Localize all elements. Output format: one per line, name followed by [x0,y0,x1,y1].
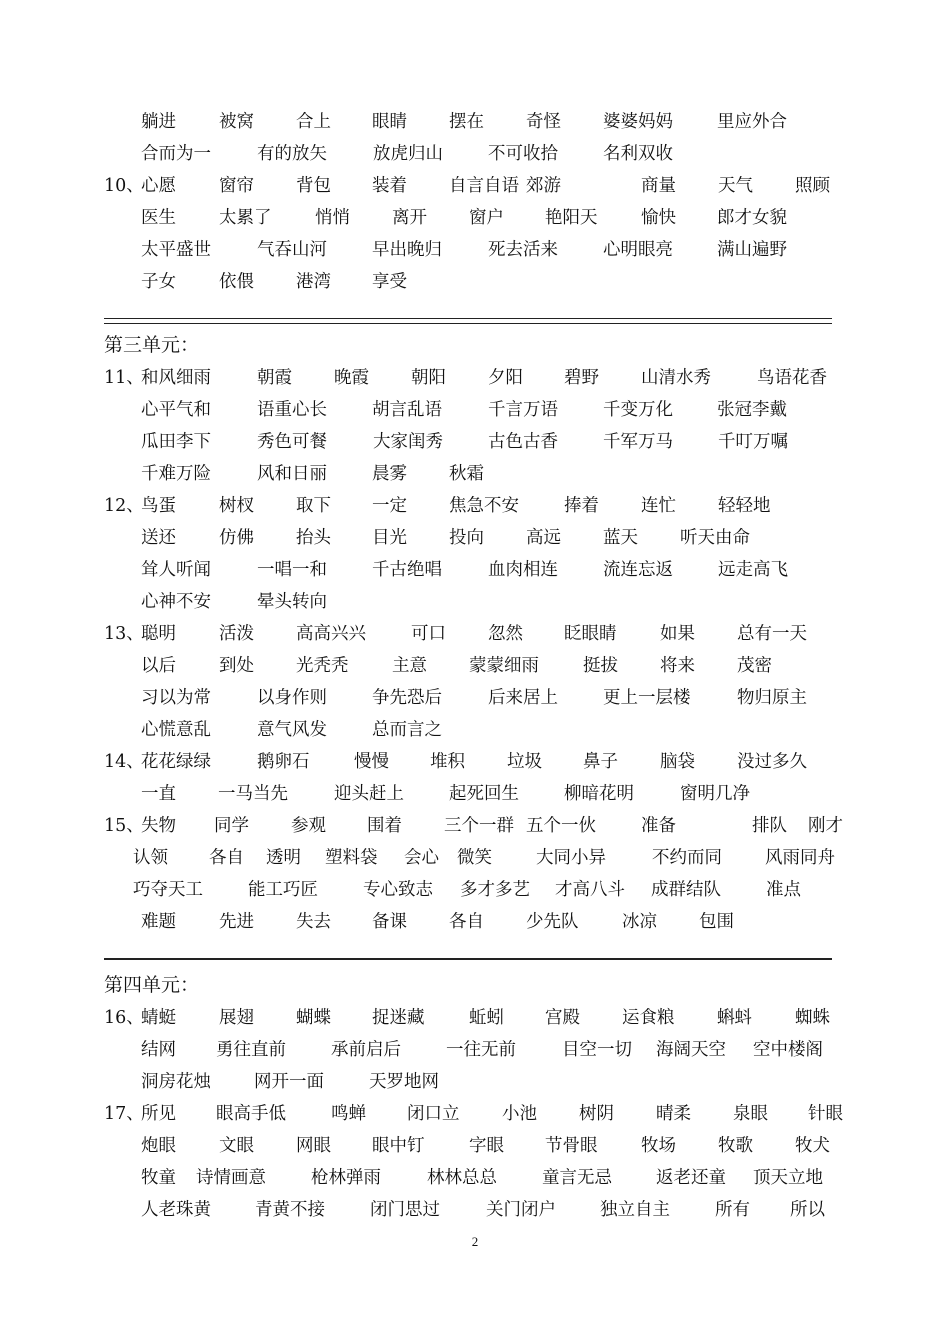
vocab-word: 千叮万嘱 [718,432,788,452]
lesson-line [0,746,950,778]
vocab-word: 排队 [752,816,787,836]
vocab-word: 朝阳 [411,368,446,388]
vocab-word: 将来 [660,656,695,676]
vocab-word: 装着 [372,176,407,196]
vocab-word: 和风细雨 [141,368,211,388]
vocab-word: 独立自主 [600,1200,670,1220]
vocab-word: 背包 [296,176,331,196]
vocab-word: 光秃秃 [296,656,349,676]
word-line [0,874,950,906]
vocab-word: 树杈 [219,496,254,516]
vocab-word: 迎头赶上 [334,784,404,804]
vocab-word: 送还 [141,528,176,548]
lesson-line [0,618,950,650]
vocab-word: 被窝 [219,112,254,132]
vocab-word: 鹅卵石 [257,752,310,772]
vocab-word: 针眼 [808,1104,843,1124]
word-line [0,266,950,298]
word-line [0,138,950,170]
vocab-word: 风雨同舟 [765,848,835,868]
vocab-word: 窗帘 [219,176,254,196]
vocab-word: 一定 [372,496,407,516]
lesson-number: 12、 [104,496,144,516]
vocab-word: 树阴 [579,1104,614,1124]
vocab-word: 合而为一 [141,144,211,164]
vocab-word: 挺拔 [583,656,618,676]
vocab-word: 先进 [219,912,254,932]
vocab-word: 才高八斗 [555,880,625,900]
vocab-word: 千难万险 [141,464,211,484]
vocab-word: 风和日丽 [257,464,327,484]
vocab-word: 天罗地网 [369,1072,439,1092]
word-line [0,458,950,490]
vocab-word: 林林总总 [427,1168,497,1188]
vocab-word: 所以 [790,1200,825,1220]
vocab-word: 不可收拾 [488,144,558,164]
vocab-word: 人老珠黄 [141,1200,211,1220]
vocab-word: 所有 [715,1200,750,1220]
vocab-word: 童言无忌 [542,1168,612,1188]
word-line [0,426,950,458]
vocab-word: 商量 [641,176,676,196]
vocab-word: 抬头 [296,528,331,548]
vocab-word: 一唱一和 [257,560,327,580]
vocab-word: 捧着 [564,496,599,516]
vocab-word: 蒙蒙细雨 [469,656,539,676]
vocab-word: 一直 [141,784,176,804]
lesson-number: 10、 [104,176,144,196]
section-divider [104,958,832,960]
vocab-word: 花花绿绿 [141,752,211,772]
vocab-word: 港湾 [296,272,331,292]
vocab-word: 大同小异 [536,848,606,868]
vocab-word: 起死回生 [449,784,519,804]
word-line [0,1194,950,1226]
vocab-word: 眼高手低 [216,1104,286,1124]
vocab-word: 瓜田李下 [141,432,211,452]
vocab-word: 枪林弹雨 [311,1168,381,1188]
vocab-word: 悄悄 [315,208,350,228]
vocab-word: 高远 [526,528,561,548]
word-line [0,650,950,682]
vocab-word: 享受 [372,272,407,292]
vocab-word: 自言自语 [449,176,519,196]
vocab-word: 晨雾 [372,464,407,484]
lesson-number: 11、 [104,368,144,388]
vocab-word: 里应外合 [717,112,787,132]
vocab-word: 不约而同 [652,848,722,868]
lesson-number: 17、 [104,1104,144,1124]
vocab-word: 没过多久 [737,752,807,772]
vocab-word: 失去 [296,912,331,932]
vocab-word: 蝌蚪 [717,1008,752,1028]
vocab-word: 炮眼 [141,1136,176,1156]
word-line [0,106,950,138]
vocab-word: 碧野 [564,368,599,388]
vocab-word: 轻轻地 [718,496,771,516]
vocab-word: 闭门思过 [370,1200,440,1220]
unit-heading: 第三单元： [104,334,200,356]
lesson-line [0,810,950,842]
vocab-word: 习以为常 [141,688,211,708]
vocab-word: 聪明 [141,624,176,644]
vocab-word: 各自 [449,912,484,932]
vocab-word: 一往无前 [446,1040,516,1060]
vocab-word: 耸人听闻 [141,560,211,580]
vocab-word: 心明眼亮 [603,240,673,260]
vocab-word: 依偎 [219,272,254,292]
vocab-word: 柳暗花明 [564,784,634,804]
vocab-word: 窗明几净 [680,784,750,804]
word-line [0,1130,950,1162]
vocab-word: 如果 [660,624,695,644]
vocab-word: 宫殿 [545,1008,580,1028]
word-line [0,554,950,586]
word-line [0,842,950,874]
vocab-word: 郎才女貌 [717,208,787,228]
vocab-word: 胡言乱语 [372,400,442,420]
vocab-word: 远走高飞 [718,560,788,580]
vocab-word: 古色古香 [488,432,558,452]
vocab-word: 艳阳天 [545,208,598,228]
vocab-word: 各自 [209,848,244,868]
vocab-word: 青黄不接 [255,1200,325,1220]
vocab-word: 太累了 [219,208,272,228]
vocab-word: 包围 [699,912,734,932]
vocab-word: 蜻蜓 [141,1008,176,1028]
vocab-word: 牧场 [641,1136,676,1156]
word-line [0,682,950,714]
vocab-word: 千军万马 [603,432,673,452]
vocab-word: 返老还童 [656,1168,726,1188]
vocab-word: 忽然 [488,624,523,644]
vocab-word: 失物 [141,816,176,836]
vocab-word: 脑袋 [660,752,695,772]
vocab-word: 蓝天 [603,528,638,548]
vocab-word: 眼中钉 [372,1136,425,1156]
vocab-word: 婆婆妈妈 [603,112,673,132]
vocab-word: 仿佛 [219,528,254,548]
vocab-word: 意气风发 [257,720,327,740]
vocab-word: 总而言之 [372,720,442,740]
vocab-word: 主意 [392,656,427,676]
vocab-word: 以身作则 [257,688,327,708]
vocab-word: 眨眼睛 [564,624,617,644]
vocab-word: 放虎归山 [373,144,443,164]
vocab-word: 诗情画意 [196,1168,266,1188]
lesson-line [0,170,950,202]
vocab-word: 透明 [266,848,301,868]
vocab-word: 冰凉 [622,912,657,932]
vocab-word: 离开 [392,208,427,228]
vocab-word: 照顾 [795,176,830,196]
vocab-word: 山清水秀 [641,368,711,388]
vocab-word: 鼻子 [583,752,618,772]
vocab-word: 节骨眼 [545,1136,598,1156]
vocab-word: 一马当先 [218,784,288,804]
vocab-word: 牧犬 [795,1136,830,1156]
vocab-word: 张冠李戴 [717,400,787,420]
vocab-word: 到处 [219,656,254,676]
lesson-number: 13、 [104,624,144,644]
vocab-word: 牧童 [141,1168,176,1188]
vocab-word: 少先队 [526,912,579,932]
vocab-word: 取下 [296,496,331,516]
vocab-word: 蝴蝶 [296,1008,331,1028]
word-line [0,394,950,426]
vocab-word: 塑料袋 [325,848,378,868]
vocab-word: 微笑 [457,848,492,868]
vocab-word: 子女 [141,272,176,292]
vocab-word: 闭口立 [407,1104,460,1124]
word-line [0,1034,950,1066]
vocab-word: 目光 [372,528,407,548]
lesson-line [0,490,950,522]
vocab-word: 总有一天 [737,624,807,644]
vocab-word: 流连忘返 [603,560,673,580]
vocab-word: 太平盛世 [141,240,211,260]
vocab-word: 展翅 [219,1008,254,1028]
lesson-line [0,1098,950,1130]
vocab-word: 同学 [214,816,249,836]
word-line [0,234,950,266]
vocab-word: 网开一面 [254,1072,324,1092]
vocab-word: 死去活来 [488,240,558,260]
vocab-word: 空中楼阁 [753,1040,823,1060]
vocab-word: 晚霞 [334,368,369,388]
vocab-word: 心慌意乱 [141,720,211,740]
vocab-word: 秋霜 [449,464,484,484]
lesson-number: 15、 [104,816,144,836]
vocab-word: 高高兴兴 [296,624,366,644]
vocab-word: 文眼 [219,1136,254,1156]
vocab-word: 专心致志 [363,880,433,900]
vocab-word: 以后 [141,656,176,676]
vocab-word: 投向 [449,528,484,548]
vocab-word: 更上一层楼 [603,688,691,708]
vocab-word: 鸣蝉 [331,1104,366,1124]
vocab-word: 晴柔 [656,1104,691,1124]
vocab-word: 早出晚归 [372,240,442,260]
vocab-word: 小池 [502,1104,537,1124]
vocab-word: 晕头转向 [257,592,327,612]
vocab-word: 刚才 [808,816,843,836]
word-line [0,202,950,234]
vocab-word: 泉眼 [733,1104,768,1124]
vocab-word: 郊游 [526,176,561,196]
vocab-word: 血肉相连 [488,560,558,580]
vocab-word: 活泼 [219,624,254,644]
vocab-word: 鸟蛋 [141,496,176,516]
vocab-word: 满山遍野 [717,240,787,260]
vocab-word: 医生 [141,208,176,228]
vocab-word: 参观 [291,816,326,836]
vocab-word: 听天由命 [680,528,750,548]
vocab-word: 能工巧匠 [248,880,318,900]
unit-heading: 第四单元： [104,974,200,996]
vocab-word: 备课 [372,912,407,932]
vocab-word: 堆积 [430,752,465,772]
vocab-word: 洞房花烛 [141,1072,211,1092]
word-line [0,906,950,938]
word-line [0,522,950,554]
lesson-line [0,1002,950,1034]
vocab-word: 连忙 [641,496,676,516]
vocab-word: 夕阳 [488,368,523,388]
vocab-word: 鸟语花香 [757,368,827,388]
vocab-word: 三个一群 [444,816,514,836]
word-line [0,778,950,810]
vocab-word: 所见 [141,1104,176,1124]
vocab-word: 天气 [718,176,753,196]
vocab-word: 多才多艺 [460,880,530,900]
vocab-word: 围着 [367,816,402,836]
vocab-word: 摆在 [449,112,484,132]
vocab-word: 勇往直前 [216,1040,286,1060]
lesson-number: 14、 [104,752,144,772]
vocab-word: 物归原主 [737,688,807,708]
vocab-word: 心愿 [141,176,176,196]
vocab-word: 千变万化 [603,400,673,420]
vocab-word: 字眼 [469,1136,504,1156]
vocab-word: 目空一切 [562,1040,632,1060]
vocab-word: 合上 [296,112,331,132]
word-line [0,1066,950,1098]
lesson-line [0,362,950,394]
vocab-word: 躺进 [141,112,176,132]
vocab-word: 结网 [141,1040,176,1060]
vocab-word: 海阔天空 [656,1040,726,1060]
word-line [0,586,950,618]
word-line [0,714,950,746]
vocab-word: 准备 [641,816,676,836]
vocab-word: 网眼 [296,1136,331,1156]
vocab-word: 成群结队 [651,880,721,900]
vocab-word: 大家闺秀 [373,432,443,452]
vocab-word: 心神不安 [141,592,211,612]
vocab-word: 朝霞 [257,368,292,388]
vocab-word: 千古绝唱 [372,560,442,580]
vocab-word: 准点 [766,880,801,900]
word-line [0,1162,950,1194]
vocab-word: 名利双收 [603,144,673,164]
vocab-word: 争先恐后 [372,688,442,708]
vocab-word: 后来居上 [488,688,558,708]
vocab-word: 语重心长 [257,400,327,420]
vocab-word: 运食粮 [622,1008,675,1028]
vocab-word: 茂密 [737,656,772,676]
vocab-word: 千言万语 [488,400,558,420]
vocab-word: 难题 [141,912,176,932]
vocab-word: 气吞山河 [257,240,327,260]
vocab-word: 奇怪 [526,112,561,132]
vocab-word: 巧夺天工 [133,880,203,900]
vocab-word: 慢慢 [354,752,389,772]
vocab-word: 蜘蛛 [795,1008,830,1028]
vocab-word: 认领 [133,848,168,868]
vocab-word: 心平气和 [141,400,211,420]
vocab-word: 蚯蚓 [469,1008,504,1028]
vocab-word: 捉迷藏 [372,1008,425,1028]
page-number: 2 [471,1234,479,1249]
vocab-word: 愉快 [641,208,676,228]
vocab-word: 会心 [404,848,439,868]
vocab-word: 五个一伙 [526,816,596,836]
vocab-word: 窗户 [469,208,504,228]
vocab-word: 牧歌 [718,1136,753,1156]
vocab-word: 垃圾 [507,752,542,772]
vocab-word: 有的放矢 [257,144,327,164]
vocab-word: 焦急不安 [449,496,519,516]
vocab-word: 顶天立地 [753,1168,823,1188]
vocab-word: 承前启后 [331,1040,401,1060]
section-divider [104,318,832,324]
lesson-number: 16、 [104,1008,144,1028]
vocab-word: 关门闭户 [486,1200,556,1220]
vocab-word: 可口 [411,624,446,644]
vocab-word: 秀色可餐 [257,432,327,452]
vocab-word: 眼睛 [372,112,407,132]
